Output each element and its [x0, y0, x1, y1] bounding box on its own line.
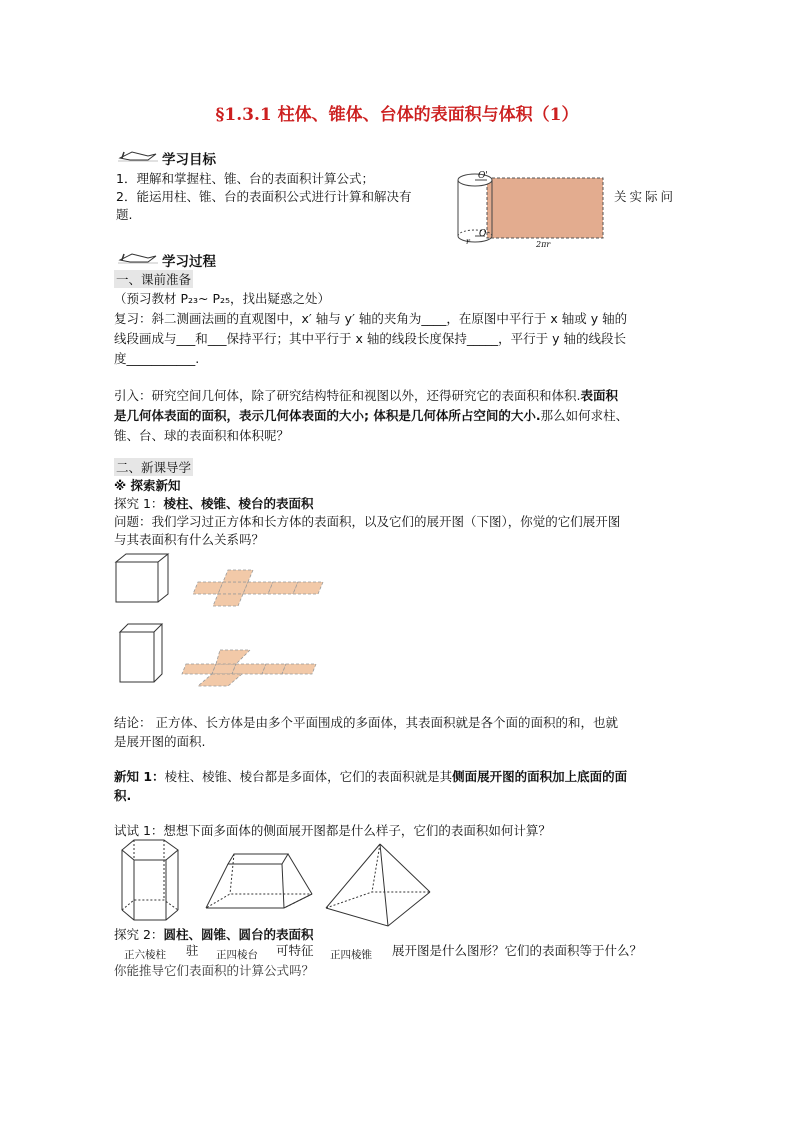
explore2-frag-3: 展开图是什么图形？它们的表面积等于什么？: [392, 943, 643, 958]
explore2-frag-2: 可特征: [276, 943, 314, 958]
cyl-r-label: r: [466, 237, 470, 246]
shape-label-hex-prism: 正六棱柱: [124, 949, 166, 961]
goal-item-2-end: 题.: [116, 207, 133, 222]
explore2-frag-1: 驻: [186, 943, 199, 958]
page-title: §1.3.1 柱体、锥体、台体的表面积与体积（1）: [215, 105, 579, 125]
cylinder-unfold-figure: [455, 170, 607, 250]
process-heading: 学习过程: [162, 254, 216, 270]
preview-note: （预习教材 P₂₃~ P₂₅，找出疑惑之处）: [114, 291, 331, 306]
intro-line-1: 引入：研究空间几何体，除了研究结构特征和视图以外，还得研究它的表面积和体积.表面积: [114, 388, 618, 403]
newknow-line-1: 新知 1：棱柱、棱锥、棱台都是多面体，它们的表面积就是其侧面展开图的面积加上底面的面: [114, 769, 628, 784]
review-line-1: 复习：斜二测画法画的直观图中，x′ 轴与 y′ 轴的夹角为____，在原图中平行于 x 轴或 y 轴的: [114, 311, 628, 326]
cyl-bottom-label: O: [479, 229, 487, 239]
pen-icon: [118, 148, 158, 162]
shape-label-pyramid: 正四棱锥: [330, 949, 372, 961]
cube-net-figure: [116, 552, 336, 622]
explore2-line: 探究 2：圆柱、圆锥、圆台的表面积: [114, 927, 314, 942]
question-line-2: 与其表面积有什么关系吗？: [114, 532, 265, 547]
goal-item-2: 2．能运用柱、锥、台的表面积公式进行计算和解决有: [116, 189, 412, 204]
cuboid-net-figure: [116, 620, 336, 690]
cyl-top-label: O': [478, 171, 488, 181]
explore1-line: 探究 1：棱柱、棱锥、棱台的表面积: [114, 496, 314, 511]
newknow-line-2: 积.: [114, 788, 132, 803]
intro-line-2: 是几何体表面的面积，表示几何体表面的大小; 体积是几何体所占空间的大小.那么如何求柱、: [114, 408, 629, 423]
explore-heading: ※ 探索新知: [114, 478, 181, 493]
goals-heading: 学习目标: [162, 152, 216, 168]
try1-line: 试试 1：想想下面多面体的侧面展开图都是什么样子，它们的表面积如何计算？: [114, 823, 551, 838]
pyramid-figure: [322, 842, 432, 928]
hexagonal-prism-figure: [112, 838, 187, 922]
review-line-3: 度___________.: [114, 351, 200, 366]
explore2-line-2: 你能推导它们表面积的计算公式吗？: [114, 963, 315, 978]
goal-item-2-cont: 关实际问: [614, 189, 677, 204]
frustum-figure: [200, 850, 315, 928]
cyl-width-label: 2πr: [536, 240, 551, 249]
intro-line-3: 锥、台、球的表面积和体积呢？: [114, 428, 290, 443]
conclusion-line-1: 结论： 正方体、长方体是由多个平面围成的多面体，其表面积就是各个面的面积的和，也就: [114, 715, 618, 730]
review-line-2: 线段画成与___和___保持平行；其中平行于 x 轴的线段长度保持_____，平行于 y 轴的线段长: [114, 331, 626, 346]
goal-item-1: 1．理解和掌握柱、锥、台的表面积计算公式；: [116, 171, 374, 186]
shape-label-frustum: 正四棱台: [216, 949, 258, 961]
part1-heading: 一、课前准备: [116, 272, 192, 287]
question-line-1: 问题：我们学习过正方体和长方体的表面积，以及它们的展开图（下图），你觉的它们展开图: [114, 514, 621, 529]
conclusion-line-2: 是展开图的面积.: [114, 734, 206, 749]
pen-icon: [118, 250, 158, 264]
part2-heading: 二、新课导学: [116, 460, 192, 475]
